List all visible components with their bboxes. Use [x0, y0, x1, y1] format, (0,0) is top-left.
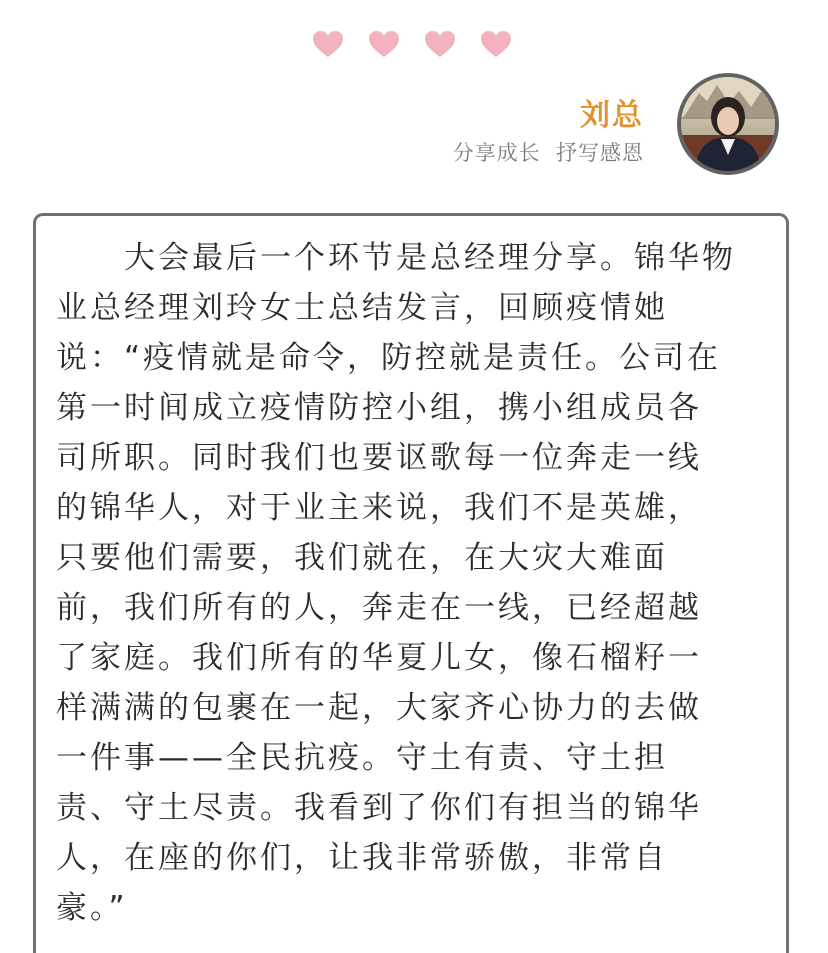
article-line: 一件事——全民抗疫。守土有责、守土担 — [56, 740, 668, 776]
article-line: 大会最后一个环节是总经理分享。锦华物 — [56, 240, 736, 276]
article-line: 责、守土尽责。我看到了你们有担当的锦华 — [56, 790, 702, 826]
heart-icon — [368, 30, 400, 58]
article-line: 豪。” — [56, 890, 128, 926]
article-line: 第一时间成立疫情防控小组，携小组成员各 — [56, 390, 702, 426]
article-line: 只要他们需要，我们就在，在大灾大难面 — [56, 540, 668, 576]
author-name: 刘总 — [580, 98, 644, 133]
article-line: 前，我们所有的人，奔走在一线，已经超越 — [56, 590, 702, 626]
heart-icon — [424, 30, 456, 58]
article-line: 业总经理刘玲女士总结发言，回顾疫情她 — [56, 290, 668, 326]
article-line: 了家庭。我们所有的华夏儿女，像石榴籽一 — [56, 640, 702, 676]
article-line: 司所职。同时我们也要讴歌每一位奔走一线 — [56, 440, 702, 476]
article-line: 说：“疫情就是命令，防控就是责任。公司在 — [56, 340, 722, 376]
article-line: 样满满的包裹在一起，大家齐心协力的去做 — [56, 690, 702, 726]
heart-icon — [480, 30, 512, 58]
article-line: 的锦华人，对于业主来说，我们不是英雄， — [56, 490, 702, 526]
heart-icon — [312, 30, 344, 58]
author-avatar — [677, 73, 779, 175]
hearts-decoration — [312, 30, 512, 58]
article-line: 人，在座的你们，让我非常骄傲，非常自 — [56, 840, 668, 876]
article-body — [56, 233, 768, 933]
author-motto: 分享成长 抒写感恩 — [452, 141, 644, 165]
